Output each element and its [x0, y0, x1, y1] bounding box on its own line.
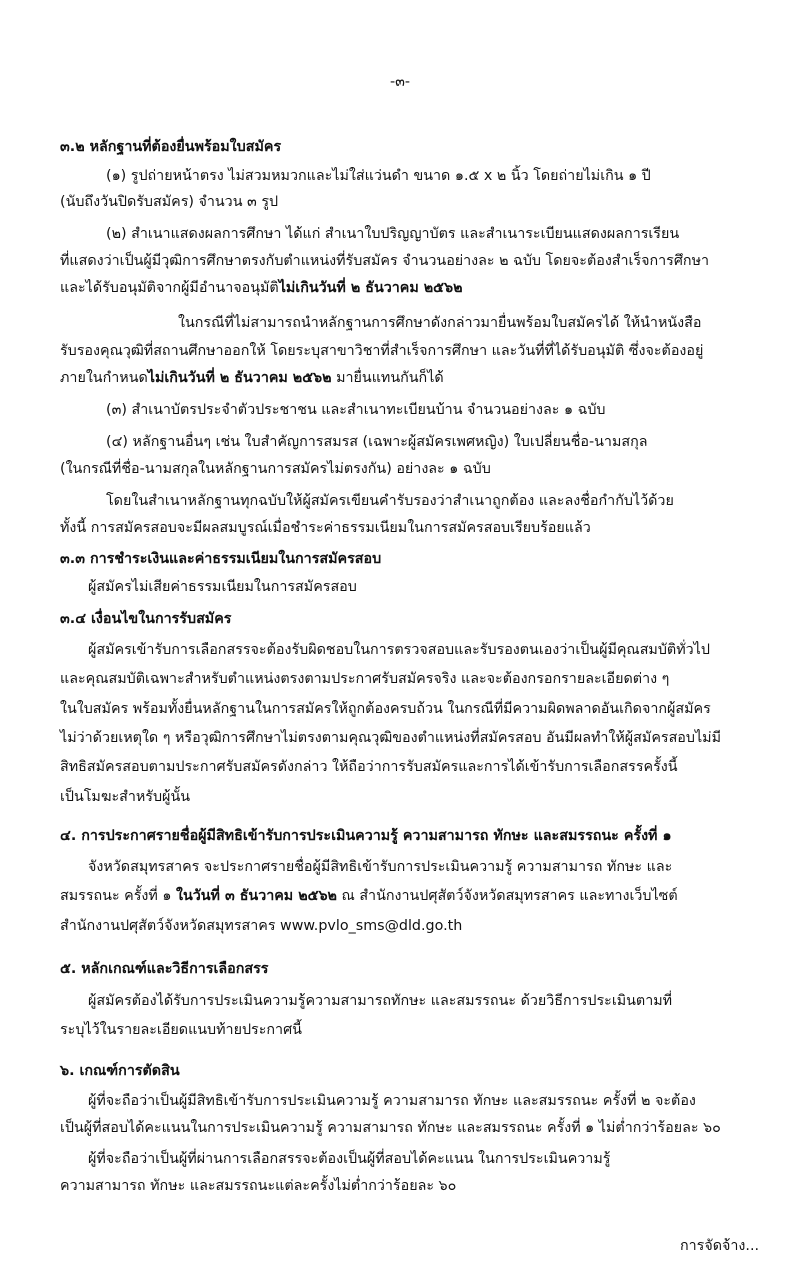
- item-2-line-3: [60, 278, 463, 298]
- item-4-line-2: (ในกรณีที่ชื่อ-นามสกุลในหลักฐานการสมัครไม่ตรงกัน) อย่างละ ๑ ฉบับ: [60, 461, 491, 477]
- section-3-4-line-3: ในใบสมัคร พร้อมทั้งยื่นหลักฐานในการสมัครให้ถูกต้องครบถ้วน ในกรณีที่มีความผิดพลาดอันเกิดจากผู้สมัคร: [60, 701, 711, 717]
- section-6-line-4: ความสามารถ ทักษะ และสมรรถนะแต่ละครั้งไม่ต่ำกว่าร้อยละ ๖๐: [60, 1178, 457, 1194]
- section-6-line-2: เป็นผู้ที่สอบได้คะแนนในการประเมินความรู้ ความสามารถ ทักษะ และสมรรถนะ ครั้งที่ ๑ ไม่ต่ำกว่าร้อยละ ๖๐: [60, 1120, 721, 1136]
- section-4-line-3: สำนักงานปศุสัตว์จังหวัดสมุทรสาคร www.pvlo_sms@dld.go.th: [60, 918, 463, 934]
- item-1-line-1: (๑) รูปถ่ายหน้าตรง ไม่สวมหมวกและไม่ใส่แว่นดำ ขนาด ๑.๕ x ๒ นิ้ว โดยถ่ายไม่เกิน ๑ ปี: [106, 168, 651, 184]
- item-1-line-2: (นับถึงวันปิดรับสมัคร) จำนวน ๓ รูป: [60, 194, 279, 210]
- section-5-line-1: ผู้สมัครต้องได้รับการประเมินความรู้ความสามารถทักษะ และสมรรถนะ ด้วยวิธีการประเมินตามที่: [88, 993, 673, 1009]
- section-4-line-2-post: ณ สำนักงานปศุสัตว์จังหวัดสมุทรสาคร และทางเว็บไซต์: [336, 888, 678, 904]
- announcement-date: ในวันที่ ๓ ธันวาคม ๒๕๖๒: [175, 888, 337, 904]
- para-1-line-3-pre: ภายในกำหนด: [60, 370, 148, 386]
- item-2-line-1: (๒) สำเนาแสดงผลการศึกษา ได้แก่ สำเนาใบปริญญาบัตร และสำเนาระเบียนแสดงผลการเรียน: [106, 226, 680, 242]
- section-6-heading: ๖. เกณฑ์การตัดสิน: [60, 1063, 180, 1079]
- section-6-line-1: ผู้ที่จะถือว่าเป็นผู้มีสิทธิเข้ารับการประเมินความรู้ ความสามารถ ทักษะ และสมรรถนะ ครั้งที่ ๒ จะต้อง: [88, 1093, 696, 1109]
- section-4-line-1: จังหวัดสมุทรสาคร จะประกาศรายชื่อผู้มีสิทธิเข้ารับการประเมินความรู้ ความสามารถ ทักษะ และ: [88, 859, 673, 875]
- item-2-line-3-text: และได้รับอนุมัติจากผู้มีอำนาจอนุมัติ: [60, 280, 279, 296]
- item-4-line-1: (๔) หลักฐานอื่นๆ เช่น ใบสำคัญการสมรส (เฉพาะผู้สมัครเพศหญิง) ใบเปลี่ยนชื่อ-นามสกุล: [106, 434, 648, 450]
- section-5-line-2: ระบุไว้ในรายละเอียดแนบท้ายประกาศนี้: [60, 1022, 302, 1038]
- section-4-line-2: [60, 886, 678, 906]
- section-3-4-line-1: ผู้สมัครเข้ารับการเลือกสรรจะต้องรับผิดชอบในการตรวจสอบและรับรองตนเองว่าเป็นผู้มีคุณสมบัติทั่วไป: [88, 642, 710, 658]
- continuation-text: การจัดจ้าง...: [680, 1238, 760, 1254]
- section-3-3-text: ผู้สมัครไม่เสียค่าธรรมเนียมในการสมัครสอบ: [88, 579, 357, 595]
- section-3-4-line-4: ไม่ว่าด้วยเหตุใด ๆ หรือวุฒิการศึกษาไม่ตรงตามคุณวุฒิของตำแหน่งที่สมัครสอบ อันมีผลทำให้ผู้สมัครสอบไม่มี: [60, 730, 722, 746]
- para-1-line-2: รับรองคุณวุฒิที่สถานศึกษาออกให้ โดยระบุสาขาวิชาที่สำเร็จการศึกษา และวันที่ที่ได้รับอนุมัติ ซึ่งจะต้องอยู่: [60, 343, 704, 359]
- section-6-line-3: ผู้ที่จะถือว่าเป็นผู้ที่ผ่านการเลือกสรรจะต้องเป็นผู้ที่สอบได้คะแนน ในการประเมินความรู้: [88, 1151, 611, 1167]
- section-3-4-line-5: สิทธิสมัครสอบตามประกาศรับสมัครดังกล่าว ให้ถือว่าการรับสมัครและการได้เข้ารับการเลือกสรรครั้งนี้: [60, 759, 678, 775]
- section-3-4-heading: ๓.๔ เงื่อนไขในการรับสมัคร: [60, 611, 232, 627]
- section-3-4-line-6: เป็นโมฆะสำหรับผู้นั้น: [60, 789, 190, 805]
- para-1-line-3: [60, 368, 444, 388]
- item-3: (๓) สำเนาบัตรประจำตัวประชาชน และสำเนาทะเบียนบ้าน จำนวนอย่างละ ๑ ฉบับ: [106, 402, 606, 418]
- para-1-line-1: ในกรณีที่ไม่สามารถนำหลักฐานการศึกษาดังกล่าวมายื่นพร้อมใบสมัครได้ ให้นำหนังสือ: [178, 315, 702, 331]
- item-2-line-2: ที่แสดงว่าเป็นผู้มีวุฒิการศึกษาตรงกับตำแหน่งที่รับสมัคร จำนวนอย่างละ ๒ ฉบับ โดยจะต้องสำเร็จการศึกษา: [60, 253, 710, 269]
- section-3-3-heading: ๓.๓ การชำระเงินและค่าธรรมเนียมในการสมัครสอบ: [60, 551, 382, 567]
- para-2-line-1: โดยในสำเนาหลักฐานทุกฉบับให้ผู้สมัครเขียนคำรับรองว่าสำเนาถูกต้อง และลงชื่อกำกับไว้ด้วย: [106, 493, 674, 509]
- para-2-line-2: ทั้งนี้ การสมัครสอบจะมีผลสมบูรณ์เมื่อชำระค่าธรรมเนียมในการสมัครสอบเรียบร้อยแล้ว: [60, 520, 591, 536]
- para-1-deadline: ไม่เกินวันที่ ๒ ธันวาคม ๒๕๖๒: [147, 370, 332, 386]
- section-4-heading: ๔. การประกาศรายชื่อผู้มีสิทธิเข้ารับการประเมินความรู้ ความสามารถ ทักษะ และสมรรถนะ ครั้งที่ ๑: [60, 828, 672, 844]
- section-4-line-2-pre: สมรรถนะ ครั้งที่ ๑: [60, 888, 176, 904]
- section-5-heading: ๕. หลักเกณฑ์และวิธีการเลือกสรร: [60, 961, 269, 977]
- section-3-4-line-2: และคุณสมบัติเฉพาะสำหรับตำแหน่งตรงตามประกาศรับสมัครจริง และจะต้องกรอกรายละเอียดต่าง ๆ: [60, 671, 670, 687]
- deadline-date: ไม่เกินวันที่ ๒ ธันวาคม ๒๕๖๒: [278, 280, 463, 296]
- para-1-line-3-post: มายื่นแทนกันก็ได้: [331, 370, 444, 386]
- page-number: -๓-: [389, 74, 411, 90]
- section-3-2-heading: ๓.๒ หลักฐานที่ต้องยื่นพร้อมใบสมัคร: [60, 139, 282, 155]
